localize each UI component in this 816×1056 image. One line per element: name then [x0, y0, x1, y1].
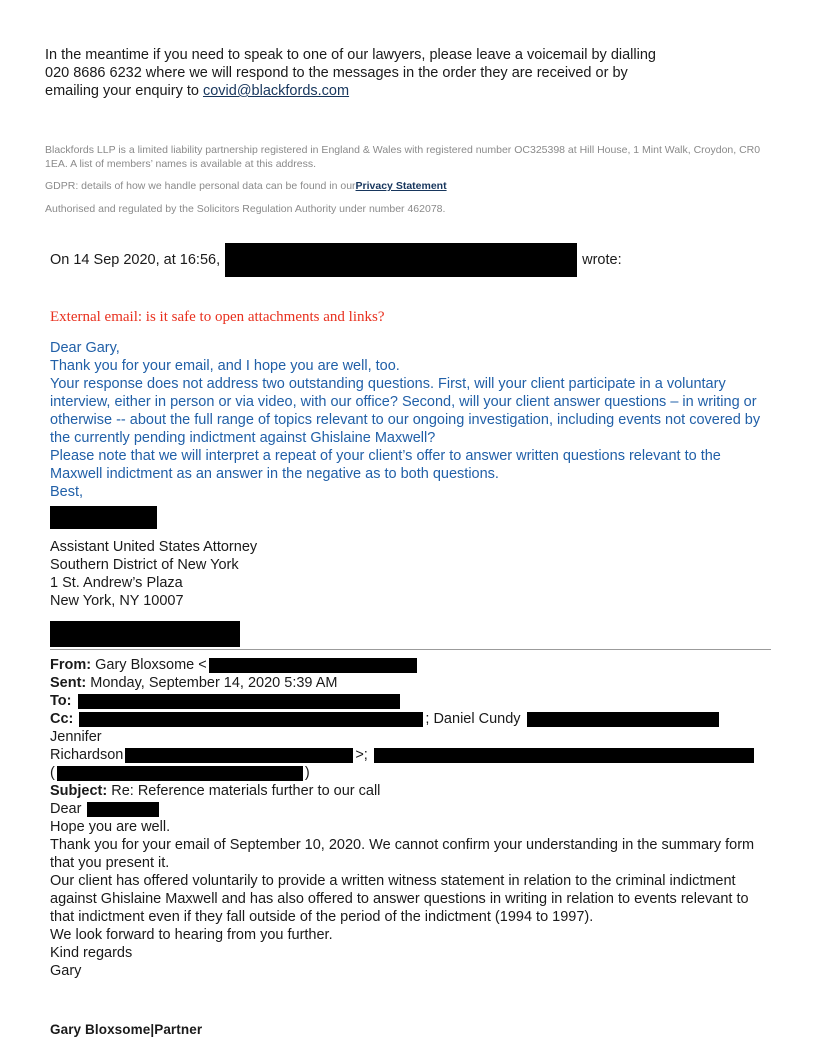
external-email-warning: External email: is it safe to open attachments and links?	[50, 309, 385, 325]
cc-line	[50, 710, 771, 782]
redacted-to-bar	[78, 694, 400, 709]
forwarded-message-body	[50, 800, 771, 980]
redacted-contact-info-bar	[50, 621, 240, 647]
quote-divider	[50, 649, 771, 650]
salutation-line	[50, 800, 771, 818]
body-paragraph: Thank you for your email of September 10, 2020. We cannot confirm your understanding in the summary form that you present it.	[50, 837, 755, 871]
redacted-cc-bar-3	[125, 748, 353, 763]
from-label: From:	[50, 657, 92, 673]
signature-line: Southern District of New York	[50, 557, 239, 573]
sender-signature-block	[50, 538, 771, 610]
reply-body	[50, 339, 771, 501]
redacted-sender-bar	[225, 243, 577, 277]
sra-text: Authorised and regulated by the Solicitors Regulation Authority under number 462078.	[45, 202, 446, 215]
quote-attribution-prefix: On 14 Sep 2020, at 16:56,	[50, 252, 221, 268]
to-label: To:	[50, 693, 72, 709]
subject-label: Subject:	[50, 783, 108, 799]
cc-separator-1: ; Daniel Cundy	[425, 711, 521, 727]
redacted-signature-name-bar	[50, 506, 157, 529]
to-line	[50, 692, 771, 710]
cc-name-richardson: Richardson	[50, 747, 124, 763]
subject-value: Re: Reference materials further to our call	[111, 783, 381, 799]
body-paragraph: We look forward to hearing from you further.	[50, 927, 333, 943]
sent-value: Monday, September 14, 2020 5:39 AM	[90, 675, 338, 691]
body-paragraph: Gary	[50, 963, 82, 979]
cc-name-jennifer: Jennifer	[50, 729, 102, 745]
covid-email-link[interactable]: covid@blackfords.com	[202, 83, 350, 99]
intro-text: In the meantime if you need to speak to one of our lawyers, please leave a voicemail by dialling 020 8686 6232 where we will respond to the messages in the order they are received or by emailing your enquiry to	[45, 47, 656, 99]
redacted-cc-bar-4	[374, 748, 754, 763]
intro-paragraph	[45, 46, 663, 100]
redacted-recipient-name-bar	[87, 802, 159, 817]
signature-line: New York, NY 10007	[50, 593, 184, 609]
redacted-cc-bar-5	[57, 766, 303, 781]
body-paragraph: Kind regards	[50, 945, 133, 961]
gdpr-line	[45, 180, 771, 194]
legal-disclaimer	[45, 144, 771, 216]
reply-paragraph: Your response does not address two outstanding questions. First, will your client participate in a voluntary interview, either in person or via video, with our office? Second, will your client answer questions – in writing or otherwise -- about the full range of topics relevant to our ongoing investigation, including events not covered by the currently pending indictment against Ghislaine Maxwell?	[50, 376, 761, 446]
body-paragraph: Our client has offered voluntarily to provide a written witness statement in relation to the criminal indictment against Ghislaine Maxwell and has also offered to answer questions in writing in relation to events relevant to that indictment even if they fall outside of the period of the indictment (1994 to 1997).	[50, 873, 749, 925]
subject-line	[50, 782, 771, 800]
cc-separator-2: >;	[355, 747, 368, 763]
redacted-cc-bar-2	[527, 712, 719, 727]
reply-paragraph: Dear Gary,	[50, 340, 120, 356]
cc-label: Cc:	[50, 711, 74, 727]
quote-attribution-suffix: wrote:	[582, 252, 622, 268]
reply-paragraph: Please note that we will interpret a repeat of your client’s offer to answer written questions relevant to the Maxwell indictment as an answer in the negative as to both questions.	[50, 448, 721, 482]
quote-attribution	[50, 242, 771, 278]
body-paragraph: Hope you are well.	[50, 819, 171, 835]
reply-paragraph: Best,	[50, 484, 84, 500]
redacted-from-email-bar	[209, 658, 417, 673]
registration-text: Blackfords LLP is a limited liability partnership registered in England & Wales with registered number OC325398 at Hill House, 1 Mint Walk, Croydon, CR0 1EA. A list of members’ names is available at this address.	[45, 144, 761, 170]
from-line	[50, 656, 771, 674]
privacy-statement-link[interactable]: Privacy Statement	[355, 180, 447, 192]
sent-line	[50, 674, 771, 692]
sent-label: Sent:	[50, 675, 87, 691]
gdpr-text: GDPR: details of how we handle personal data can be found in our	[45, 180, 356, 192]
cc-close-paren: )	[304, 765, 310, 781]
forwarded-message-headers	[50, 656, 771, 800]
cc-open-paren: (	[50, 765, 55, 781]
reply-paragraph: Thank you for your email, and I hope you are well, too.	[50, 358, 400, 374]
partner-signature: Gary Bloxsome|Partner	[50, 1022, 203, 1037]
quoted-email-thread	[45, 242, 771, 1039]
from-value: Gary Bloxsome <	[95, 657, 207, 673]
redacted-cc-bar-1	[79, 712, 423, 727]
signature-line: Assistant United States Attorney	[50, 539, 258, 555]
salutation-text: Dear	[50, 801, 82, 817]
signature-line: 1 St. Andrew’s Plaza	[50, 575, 183, 591]
